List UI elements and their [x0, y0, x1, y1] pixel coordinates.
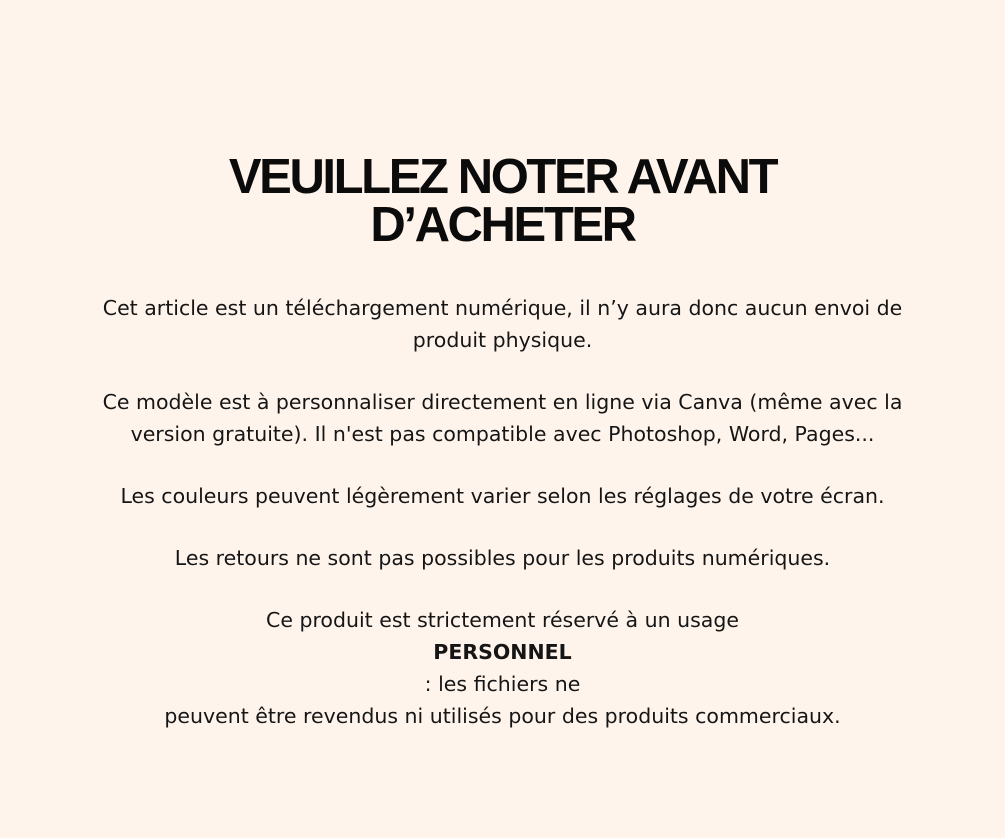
digital-download-line-1: Cet article est un téléchargement numérique, il n’y aura donc aucun envoi de: [102, 296, 903, 320]
personal-use-line-1: [70, 604, 935, 700]
personal-use-text-after: : les fichiers ne: [424, 672, 581, 696]
canva-template-line-1: Ce modèle est à personnaliser directement en ligne via Canva (même avec la: [102, 390, 903, 414]
canva-template-line-2: version gratuite). Il n'est pas compatible avec Photoshop, Word, Pages...: [130, 422, 875, 446]
returns-note: [70, 542, 935, 574]
title-line-2: D’ACHETER: [370, 198, 635, 252]
returns-line: Les retours ne sont pas possibles pour les produits numériques.: [174, 546, 831, 570]
personal-use-text-before: Ce produit est strictement réservé à un usage: [266, 608, 739, 632]
color-variation-note: [70, 480, 935, 512]
personal-use-note: [70, 604, 935, 732]
color-variation-line: Les couleurs peuvent légèrement varier selon les réglages de votre écran.: [120, 484, 885, 508]
title-line-1: VEUILLEZ NOTER AVANT: [228, 150, 777, 204]
digital-download-note: [70, 292, 935, 356]
notice-body: [70, 292, 935, 762]
page-title: [0, 150, 1005, 252]
canva-template-note: [70, 386, 935, 450]
digital-download-line-2: produit physique.: [412, 328, 593, 352]
personal-use-bold: PERSONNEL: [433, 640, 572, 664]
personal-use-line-2: peuvent être revendus ni utilisés pour des produits commerciaux.: [164, 704, 841, 728]
